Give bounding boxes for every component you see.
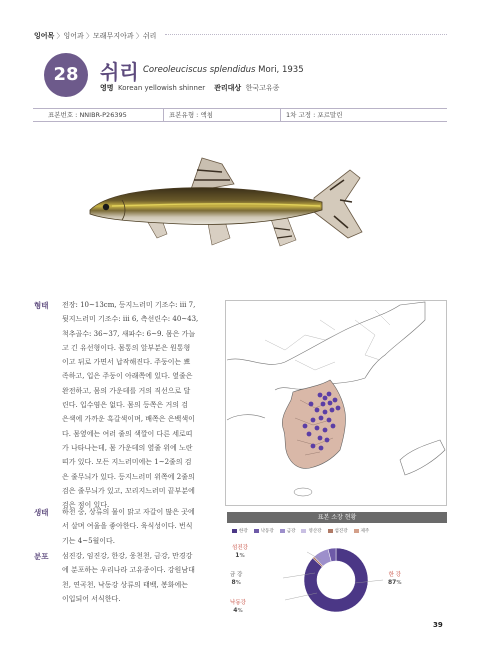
text-line: 서 살며 여울을 좋아한다. 육식성이다. 번식: [62, 522, 193, 531]
specimen-type: 표본유형 : 액침: [169, 111, 213, 119]
legend-swatch: [280, 529, 285, 533]
breadcrumb-root: 잉어목: [34, 32, 55, 40]
text-line: 검은 줄무늬가 있고, 꼬리지느러미 끝부분에: [62, 486, 195, 495]
specimen-number: 표본번호 : NNIBR-P26395: [48, 111, 127, 119]
text-line: 척추골수: 36~37, 새파수: 6~9. 몸은 가늘: [62, 329, 196, 338]
text-line: 에 분포하는 우리나라 고유종이다. 강원남대: [62, 566, 195, 575]
text-line: 섬진강, 임진강, 한강, 웅천천, 금강, 만경강: [62, 552, 193, 560]
species-scientific-name: [143, 65, 304, 75]
ecology-description: [62, 505, 212, 548]
breadcrumb-divider: [165, 34, 447, 35]
legend-label: 금강: [286, 529, 296, 534]
text-line: 은 줄무늬가 있다. 등지느러미 위쪽에 2줄의: [62, 472, 195, 481]
species-meta-line: [100, 83, 279, 93]
distribution-section-label: 분포: [34, 552, 49, 561]
page-number: 39: [433, 621, 443, 629]
donut-label-value: 87: [388, 579, 397, 586]
distribution-map: [225, 300, 447, 506]
legend-label: 섬진강: [334, 529, 348, 534]
legend-swatch: [354, 529, 359, 533]
collection-donut-chart: [225, 538, 447, 620]
distribution-description: [62, 549, 212, 606]
specimen-info-bar: [33, 108, 447, 122]
chart-legend: [232, 528, 375, 534]
legend-item: [232, 528, 248, 534]
legend-swatch: [232, 529, 237, 533]
legend-item: [301, 528, 321, 534]
text-line: 천, 연곡천, 낙동강 상류의 태백, 봉화에는: [62, 580, 188, 589]
text-line: 하천 중, 상류의 물이 맑고 자갈이 많은 곳에: [62, 508, 195, 516]
donut-label-nakdong: [230, 600, 246, 615]
legend-label: 낙동강: [260, 529, 274, 534]
donut-label-name: 섬진강: [232, 545, 248, 551]
donut-label-name: 한 강: [388, 572, 401, 578]
text-line: 족하고, 입은 주둥이 아래쪽에 있다. 옆줄은: [62, 372, 193, 381]
text-line: 뒷지느러미 기조수: iii 6, 측선린수: 40~43,: [62, 315, 199, 324]
management-value: 한국고유종: [245, 84, 280, 92]
scientific-author: Mori, 1935: [255, 65, 304, 75]
donut-label-value: 1: [235, 552, 240, 559]
legend-item: [328, 528, 348, 534]
donut-label-name: 금 강: [230, 572, 243, 578]
text-line: 완전하고, 몸의 가운데를 거의 직선으로 달: [62, 386, 191, 395]
management-label: 관리대상: [214, 84, 242, 92]
breadcrumb-path: 〉잉어과 〉모래무지아과 〉쉬리: [54, 32, 157, 40]
english-name: Korean yellowish shinner: [117, 84, 206, 92]
donut-label-seomjin: [232, 545, 248, 560]
fish-specimen-image: [82, 150, 382, 260]
legend-label: 영산강: [308, 529, 322, 534]
specimen-divider: [280, 109, 281, 121]
species-number-badge: 28: [44, 53, 88, 97]
legend-label: 제주: [360, 529, 370, 534]
form-description: [62, 298, 212, 512]
legend-item: [354, 528, 370, 534]
donut-slices: [304, 548, 368, 612]
text-line: 고 긴 유선형이다. 몸통의 앞부분은 원통형: [62, 343, 191, 352]
donut-label-name: 낙동강: [230, 600, 246, 606]
legend-swatch: [328, 529, 333, 533]
text-line: 은색에 가까운 흑갈색이며, 배쪽은 은백색이: [62, 415, 195, 424]
donut-label-han: [388, 572, 402, 587]
specimen-fixation: 1차 고정 : 포르말린: [286, 111, 343, 119]
donut-label-value: 4: [233, 607, 238, 614]
english-name-label: 영명: [100, 84, 114, 92]
text-line: 린다. 입수염은 없다. 몸의 등쪽은 거의 검: [62, 401, 188, 410]
legend-swatch: [254, 529, 259, 533]
percent-sign: %: [396, 580, 402, 586]
text-line: 다. 몸옆에는 여러 줄의 색깔이 다른 세로띠: [62, 429, 193, 438]
breadcrumb: [34, 31, 156, 41]
text-line: 기는 4~5월이다.: [62, 536, 116, 545]
scientific-name-italic: Coreoleuciscus splendidus: [143, 65, 256, 75]
text-line: 전장: 10~13cm, 등지느러미 기조수: iii 7,: [62, 301, 196, 309]
legend-item: [254, 528, 274, 534]
chart-title: 표본 소장 현황: [227, 512, 447, 523]
ecology-section-label: 생태: [34, 508, 49, 517]
percent-sign: %: [237, 608, 243, 614]
form-section-label: 형태: [34, 301, 49, 310]
donut-label-geum: [230, 572, 242, 587]
specimen-divider: [163, 109, 164, 121]
legend-swatch: [301, 529, 306, 533]
text-line: 가 나타나는데, 몸 가운데의 옆줄 위에 노란: [62, 443, 193, 452]
legend-item: [280, 528, 296, 534]
text-line: 이입되어 서식한다.: [62, 594, 121, 603]
donut-label-value: 8: [231, 579, 236, 586]
legend-label: 한강: [239, 529, 248, 534]
text-line: 띠가 있다. 모든 지느러미에는 1~2줄의 검: [62, 458, 192, 467]
percent-sign: %: [239, 553, 245, 559]
species-korean-name: 쉬리: [100, 60, 139, 84]
text-line: 이고 뒤로 가면서 납작해진다. 주둥이는 뾰: [62, 358, 191, 367]
text-line: 검은 점이 있다.: [62, 501, 110, 510]
percent-sign: %: [235, 580, 241, 586]
